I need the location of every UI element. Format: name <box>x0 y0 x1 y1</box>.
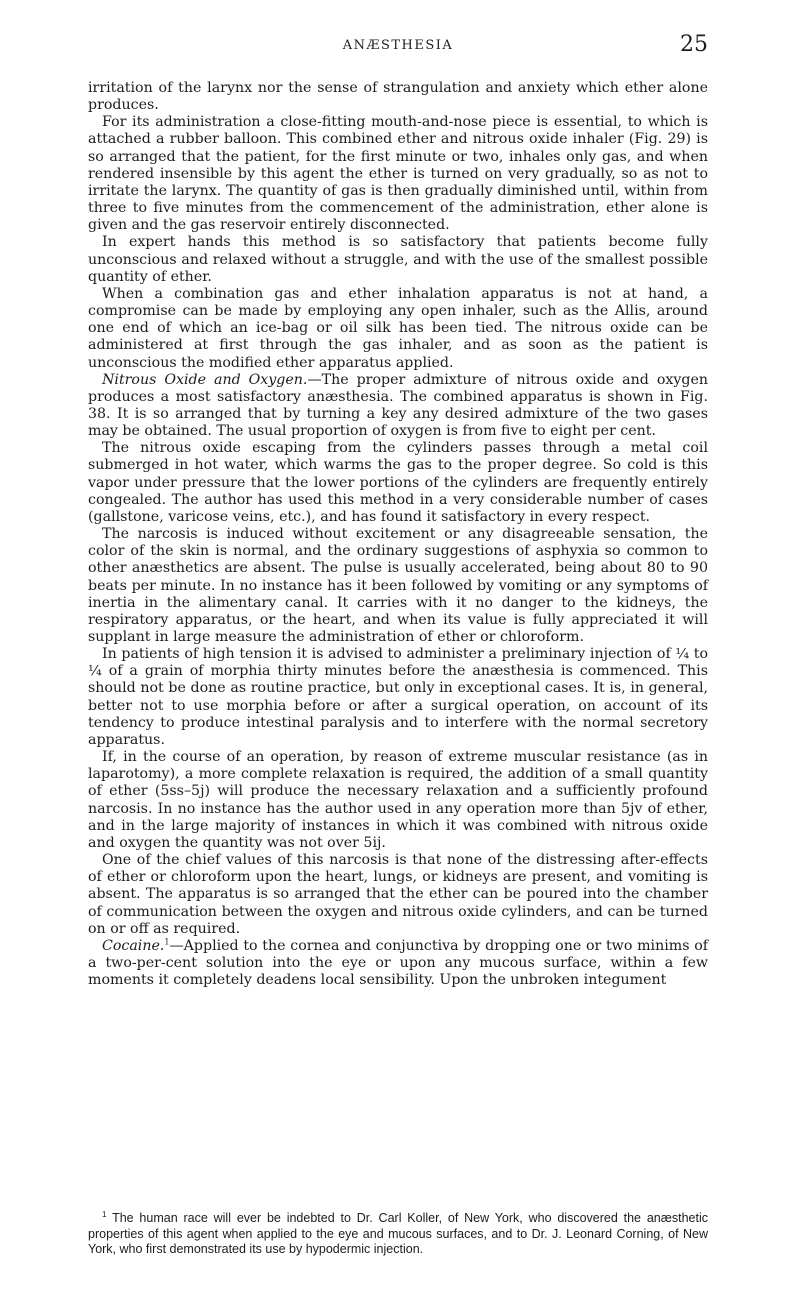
paragraph: If, in the course of an operation, by reason of extreme muscular resistance (as in laparotomy), a more complete relaxation is required, the addition of a small quantity of ether (5ss–5j) will produce the necessary relaxation and a sufficiently profound narcosis. In no instance has the author used in any operation more than 5jv of ether, and in the large majority of instances in which it was combined with nitrous oxide and oxygen the quantity was not over 5ij. <box>88 749 708 851</box>
paragraph: The narcosis is induced without excitement or any disagreeable sensation, the color of the skin is normal, and the ordinary suggestions of asphyxia so common to other anæsthetics are absent. The pulse is usually accelerated, being about 80 to 90 beats per minute. In no instance has it been followed by vomiting or any symptoms of inertia in the alimentary canal. It carries with it no danger to the kidneys, the respiratory apparatus, or the heart, and when its value is fully appreciated it will supplant in large measure the administration of ether or chloroform. <box>88 526 708 645</box>
paragraph: One of the chief values of this narcosis is that none of the distressing after-effects of ether or chloroform upon the heart, lungs, or kidneys are present, and vomiting is absent. The apparatus is so arranged that the ether can be poured into the chamber of communication between the oxygen and nitrous oxide cylinders, and can be turned on or off as required. <box>88 852 708 937</box>
paragraph: For its administration a close-fitting mouth-and-nose piece is essential, to which is attached a rubber balloon. This combined ether and nitrous oxide inhaler (Fig. 29) is so arranged that the patient, for the first minute or two, inhales only gas, and when rendered insensible by this agent the ether is turned on very gradually, so as not to irritate the larynx. The quantity of gas is then gradually diminished until, within from three to five minutes from the commencement of the administration, ether alone is given and the gas reservoir entirely disconnected. <box>88 114 708 234</box>
footnote <box>88 1211 708 1258</box>
paragraph: When a combination gas and ether inhalation apparatus is not at hand, a compromise can be made by employing any open inhaler, such as the Allis, around one end of which an ice-bag or oil silk has been tied. The nitrous oxide can be administered at first through the gas inhaler, and as soon as the patient is unconscious the modified ether apparatus applied. <box>88 285 708 371</box>
page-number: 25 <box>680 32 708 57</box>
paragraph-text: —Applied to the cornea and conjunctiva by dropping one or two minims of a two-per-cent solution into the eye or upon any mucous surface, within a few moments it completely deadens local sensibility. Upon the unbroken integument <box>88 937 708 989</box>
paragraph: In expert hands this method is so satisfactory that patients become fully unconscious and relaxed without a struggle, and with the use of the smallest possible quantity of ether. <box>88 234 708 285</box>
paragraph <box>88 938 708 989</box>
paragraph: In patients of high tension it is advised to administer a preliminary injection of ¼ to ¼ of a grain of morphia thirty minutes before the anæsthesia is commenced. This should not be done as routine practice, but only in exceptional cases. It is, in general, better not to use morphia before or after a surgical operation, on account of its tendency to produce intestinal paralysis and to interfere with the normal secretory apparatus. <box>88 646 708 748</box>
footnote-reference: 1 <box>164 937 170 947</box>
running-title: ANÆSTHESIA <box>342 38 454 53</box>
paragraph <box>88 372 708 441</box>
page-header <box>88 32 708 62</box>
paragraph: irritation of the larynx nor the sense of strangulation and anxiety which ether alone produces. <box>88 80 708 114</box>
footnotes <box>88 1211 708 1258</box>
paragraph: The nitrous oxide escaping from the cylinders passes through a metal coil submerged in hot water, which warms the gas to the proper degree. So cold is this vapor under pressure that the lower portions of the cylinders are frequently entirely congealed. The author has used this method in a very considerable number of cases (gallstone, varicose veins, etc.), and has found it satisfactory in every respect. <box>88 440 708 525</box>
footnote-mark: 1 <box>102 1209 107 1219</box>
section-heading: Cocaine. <box>102 937 165 954</box>
footnote-text: The human race will ever be indebted to Dr. Carl Koller, of New York, who discovered the anæsthetic properties of this agent when applied to the eye and mucous surfaces, and to Dr. J. Leonard Corning, of New York, who first demonstrated its use by hypodermic injection. <box>88 1211 708 1256</box>
paragraph-text: —The proper admixture of nitrous oxide and oxygen produces a most satisfactory anæsthesia. The combined apparatus is shown in Fig. 38. It is so arranged that by turning a key any desired admixture of the two gases may be obtained. The usual proportion of oxygen is from five to eight per cent. <box>88 371 708 440</box>
body-text <box>88 80 708 989</box>
section-heading: Nitrous Oxide and Oxygen. <box>102 371 308 388</box>
